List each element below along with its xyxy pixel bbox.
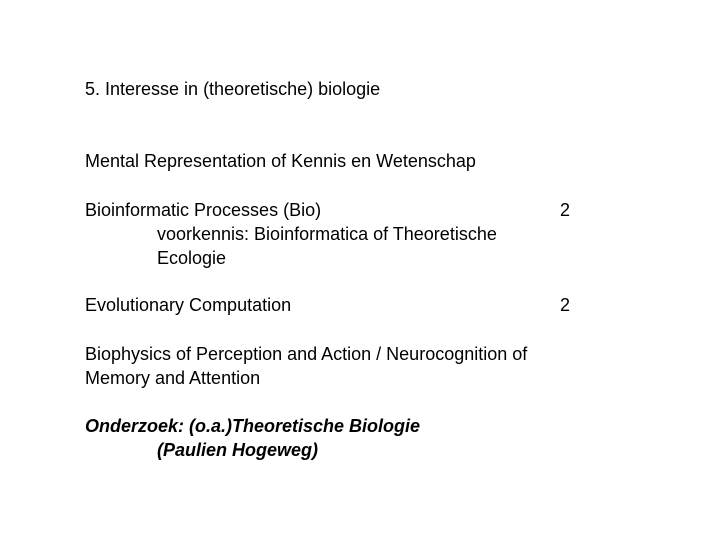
course-biophysics-line2: Memory and Attention: [85, 368, 261, 388]
course-bioinformatic-processes: Bioinformatic Processes (Bio): [85, 200, 322, 220]
course-evolutionary-computation: Evolutionary Computation: [85, 295, 292, 315]
course-bioinformatic-credits: 2: [560, 200, 571, 220]
prerequisite-note-line2: Ecologie: [157, 248, 227, 268]
prerequisite-note-line1: voorkennis: Bioinformatica of Theoretische: [157, 224, 497, 244]
section-heading: 5. Interesse in (theoretische) biologie: [85, 79, 381, 99]
course-evolutionary-credits: 2: [560, 295, 571, 315]
course-mental-representation: Mental Representation of Kennis en Wetenschap: [85, 151, 476, 171]
research-line1: Onderzoek: (o.a.)Theoretische Biologie: [85, 416, 421, 436]
course-biophysics-line1: Biophysics of Perception and Action / Neurocognition of: [85, 344, 528, 364]
research-line2: (Paulien Hogeweg): [157, 440, 319, 460]
